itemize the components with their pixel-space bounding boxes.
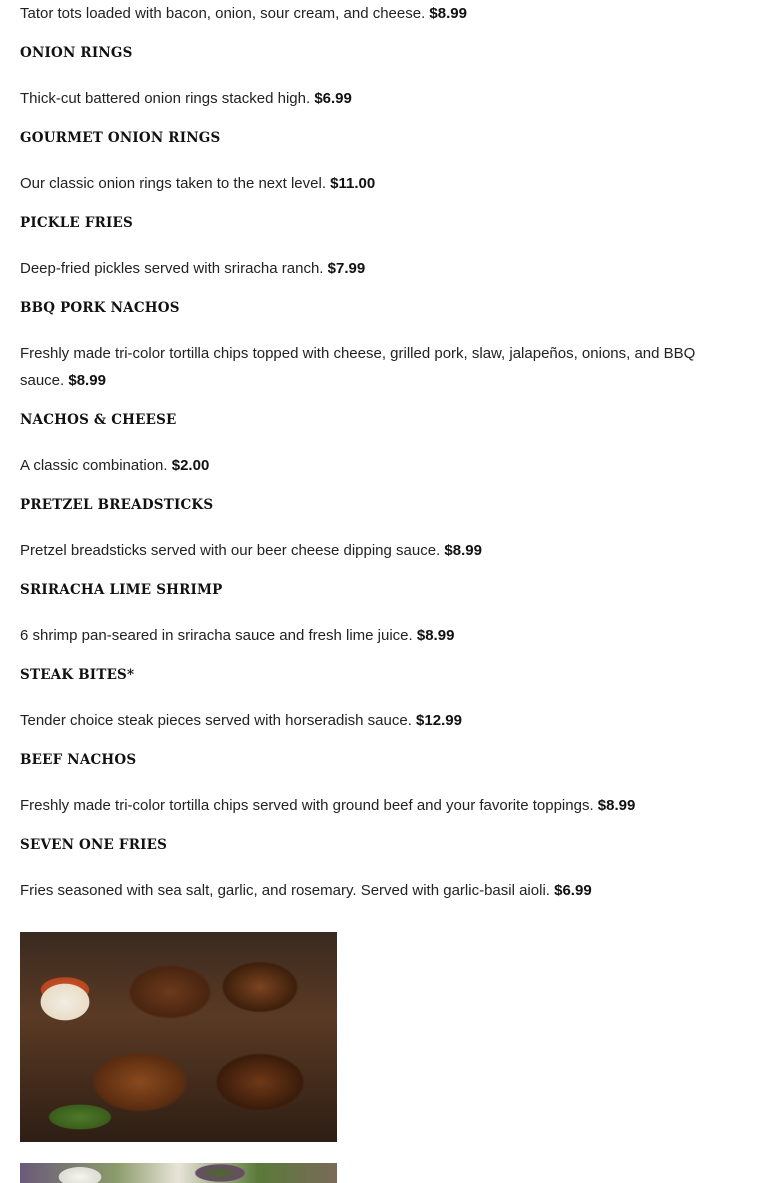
item-description [20, 877, 740, 904]
menu-item [20, 43, 740, 112]
item-title: BEEF NACHOS [20, 752, 137, 768]
item-desc-text: Tator tots loaded with bacon, onion, sour cream, and cheese. [20, 5, 426, 22]
item-description [20, 85, 740, 112]
item-price: $8.99 [68, 372, 106, 389]
item-description [20, 792, 740, 819]
item-price: $12.99 [416, 712, 462, 729]
item-description [20, 537, 740, 564]
item-title: SEVEN ONE FRIES [20, 837, 168, 853]
salad-photo [20, 1163, 337, 1183]
item-desc-text: 6 shrimp pan-seared in sriracha sauce and fresh lime juice. [20, 627, 413, 644]
menu-item [20, 128, 740, 197]
menu-item [20, 495, 740, 564]
item-price: $2.00 [171, 457, 210, 474]
item-desc-text: Fries seasoned with sea salt, garlic, and rosemary. Served with garlic-basil aioli. [20, 882, 550, 899]
item-description [20, 452, 740, 479]
item-desc-text: Freshly made tri-color tortilla chips served with ground beef and your favorite toppings. [20, 797, 594, 814]
item-desc-text: Tender choice steak pieces served with horseradish sauce. [20, 712, 412, 729]
item-title: STEAK BITES* [20, 667, 135, 683]
menu-item [20, 410, 740, 479]
item-desc-text: Deep-fried pickles served with sriracha ranch. [20, 260, 324, 277]
item-title: GOURMET ONION RINGS [20, 130, 221, 146]
item-desc-text: A classic combination. [20, 457, 168, 474]
item-title: SRIRACHA LIME SHRIMP [20, 582, 223, 598]
item-description [20, 255, 740, 282]
item-title: PICKLE FRIES [20, 215, 133, 231]
menu-item [20, 665, 740, 734]
item-description [20, 622, 740, 649]
item-desc-text: Our classic onion rings taken to the next level. [20, 175, 326, 192]
item-price: $8.99 [429, 5, 467, 22]
item-title: BBQ PORK NACHOS [20, 300, 180, 316]
chicken-wings-photo [20, 932, 337, 1142]
item-price: $7.99 [327, 260, 366, 277]
item-price: $8.99 [444, 542, 482, 559]
item-title: NACHOS & CHEESE [20, 412, 177, 428]
menu-item [20, 298, 740, 394]
item-desc-text: Thick-cut battered onion rings stacked high. [20, 90, 311, 107]
item-description [20, 170, 740, 197]
item-title: ONION RINGS [20, 45, 133, 61]
menu-list [20, 0, 740, 904]
item-desc-text: Pretzel breadsticks served with our beer cheese dipping sauce. [20, 542, 441, 559]
menu-item [20, 213, 740, 282]
item-price: $6.99 [554, 882, 592, 899]
menu-item [20, 580, 740, 649]
item-price: $6.99 [314, 90, 352, 107]
item-description [20, 0, 740, 27]
item-description [20, 707, 740, 734]
item-price: $8.99 [597, 797, 636, 814]
item-title: PRETZEL BREADSTICKS [20, 497, 214, 513]
menu-item [20, 835, 740, 904]
item-price: $8.99 [416, 627, 455, 644]
menu-item [20, 750, 740, 819]
item-description [20, 340, 740, 394]
item-price: $11.00 [330, 175, 376, 192]
item-desc-text: Freshly made tri-color tortilla chips topped with cheese, grilled pork, slaw, jalapeños, onions, and BBQ sauce. [20, 345, 696, 389]
